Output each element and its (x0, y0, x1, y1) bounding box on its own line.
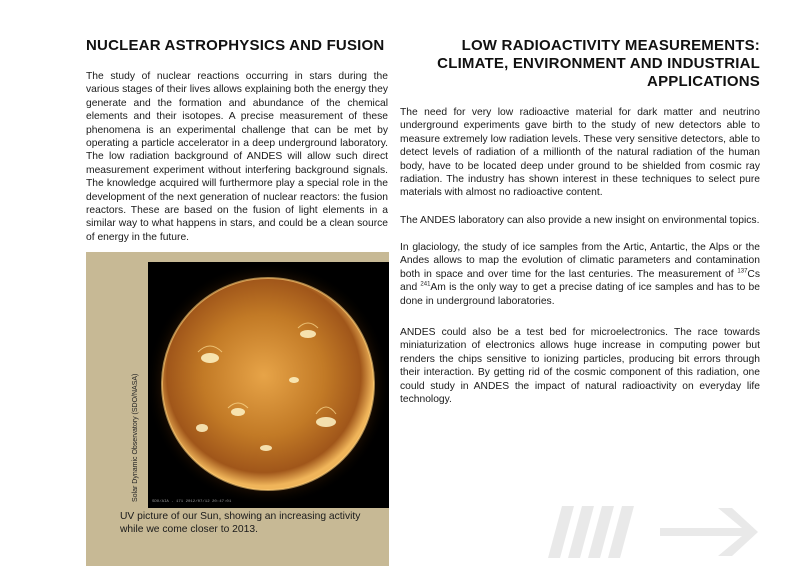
left-body: The study of nuclear reactions occurring in stars during the various stages of their lives allows explaining both the energy they generate and the formation and abundance of the chemical elements and their isotopes. A precise measurement of these phenomena is an experimental challenge that can be met by operating a particle accelerator in a deep underground laboratory. The low radiation background of ANDES will allow such direct measurement experiment without interfering background signals. The knowledge acquired will furthermore play a special role in the development of the next generation of nuclear reactors: the fusion reactors. These are based on the fusion of light elements in a similar way to what happens in stars, and could be a clean source of energy in the future. (86, 71, 388, 243)
right-paragraph-2: The ANDES laboratory can also provide a new insight on environmental topics. (400, 215, 760, 226)
right-heading-line-2: CLIMATE, ENVIRONMENT AND INDUSTRIAL (437, 55, 760, 72)
sun-figure (86, 252, 389, 566)
photo-stamp: SDO/AIA - 171 2012/07/12 20:47:01 (152, 500, 232, 504)
right-paragraph-1: The need for very low radioactive material for dark matter and neutrino underground experiments gave birth to the study of new detectors able to measure extremely low radiation levels. These very sensitive detectors, able to detect levels of radiation of a millionth of the natural radiation of the human body, have to be located deep under ground to be shielded from cosmic ray radiation. The industry has shown interest in these techniques to select pure materials with almost no radioactive content. (400, 107, 760, 199)
sun-image (148, 262, 389, 508)
sun-photo (148, 262, 389, 508)
right-paragraph-3: In glaciology, the study of ice samples from the Artic, Antartic, the Alps or the Andes allows to map the evolution of climatic parameters and contamination both in space and over time for the last centuries. The measurement of $^{137}$Cs and $^{241}$Am is the only way to get a precise dating of ice samples and has to be done in underground laboratories. (400, 242, 760, 307)
right-heading (398, 37, 760, 91)
right-heading-line-3: APPLICATIONS (647, 73, 760, 90)
right-paragraph-4: ANDES could also be a test bed for microelectronics. The race towards miniaturization of electronics allows huge increase in computing power but renders the chips sensitive to ionizing particles, producing bit errors through their interaction. By getting rid of the cosmic component of this radiation, one could study in ANDES the impact of natural radioactivity on everyday life technology. (400, 327, 760, 406)
photo-credit: Solar Dynamic Observatory (SDO/NASA) (132, 373, 139, 502)
photo-caption: UV picture of our Sun, showing an increasing activity while we come closer to 2013. (120, 511, 361, 535)
left-heading: NUCLEAR ASTROPHYSICS AND FUSION (86, 37, 385, 54)
right-heading-line-1: LOW RADIOACTIVITY MEASUREMENTS: (461, 37, 760, 54)
stripes-arrow-icon (548, 504, 760, 560)
